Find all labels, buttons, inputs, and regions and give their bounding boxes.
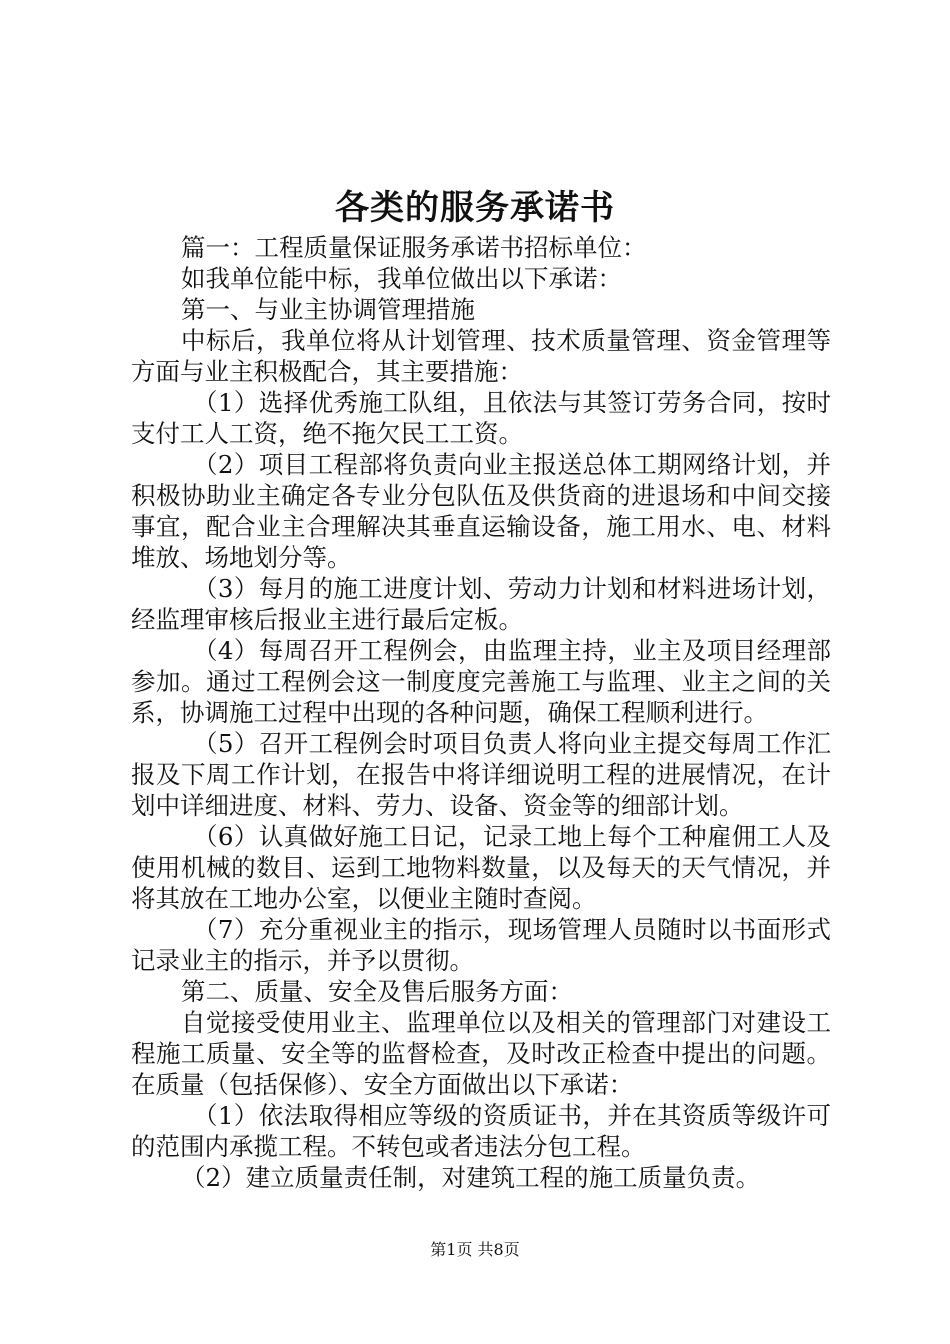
list-item: （7）充分重视业主的指示，现场管理人员随时以书面形式记录业主的指示，并予以贯彻。 [131, 915, 831, 975]
list-item: （3）每月的施工进度计划、劳动力计划和材料进场计划，经监理审核后报业主进行最后定板。 [131, 574, 831, 634]
list-item: （4）每周召开工程例会，由监理主持，业主及项目经理部参加。通过工程例会这一制度度完善施工与监理、业主之间的关系，协调施工过程中出现的各种问题，确保工程顺利进行。 [131, 636, 831, 727]
list-item: （2）建立质量责任制，对建筑工程的施工质量负责。 [181, 1163, 761, 1192]
page-footer: 第1页 共8页 [430, 1240, 520, 1259]
section-heading: 第二、质量、安全及售后服务方面： [181, 977, 573, 1006]
paragraph: 如我单位能中标，我单位做出以下承诺： [181, 264, 622, 293]
list-item: （1）选择优秀施工队组，且依法与其签订劳务合同，按时支付工人工资，绝不拖欠民工工资。 [131, 388, 831, 448]
list-item: （1）依法取得相应等级的资质证书，并在其资质等级许可的范围内承揽工程。不转包或者违法分包工程。 [131, 1101, 831, 1161]
paragraph: 自觉接受使用业主、监理单位以及相关的管理部门对建设工程施工质量、安全等的监督检查，及时改正检查中提出的问题。在质量（包括保修）、安全方面做出以下承诺： [131, 1008, 831, 1099]
section-heading: 第一、与业主协调管理措施 [181, 295, 475, 324]
paragraph: 篇一：工程质量保证服务承诺书招标单位： [181, 233, 647, 262]
list-item: （2）项目工程部将负责向业主报送总体工期网络计划，并积极协助业主确定各专业分包队伍及供货商的进退场和中间交接事宜，配合业主合理解决其垂直运输设备，施工用水、电、材料堆放、场地划分等。 [131, 450, 831, 572]
list-item: （6）认真做好施工日记，记录工地上每个工种雇佣工人及使用机械的数目、运到工地物料数量，以及每天的天气情况，并将其放在工地办公室，以便业主随时查阅。 [131, 822, 831, 913]
list-item: （5）召开工程例会时项目负责人将向业主提交每周工作汇报及下周工作计划，在报告中将详细说明工程的进展情况，在计划中详细进度、材料、劳力、设备、资金等的细部计划。 [131, 729, 831, 820]
paragraph: 中标后，我单位将从计划管理、技术质量管理、资金管理等方面与业主积极配合，其主要措施： [131, 326, 831, 386]
document-body [131, 232, 831, 1193]
document-title: 各类的服务承诺书 [335, 188, 615, 228]
